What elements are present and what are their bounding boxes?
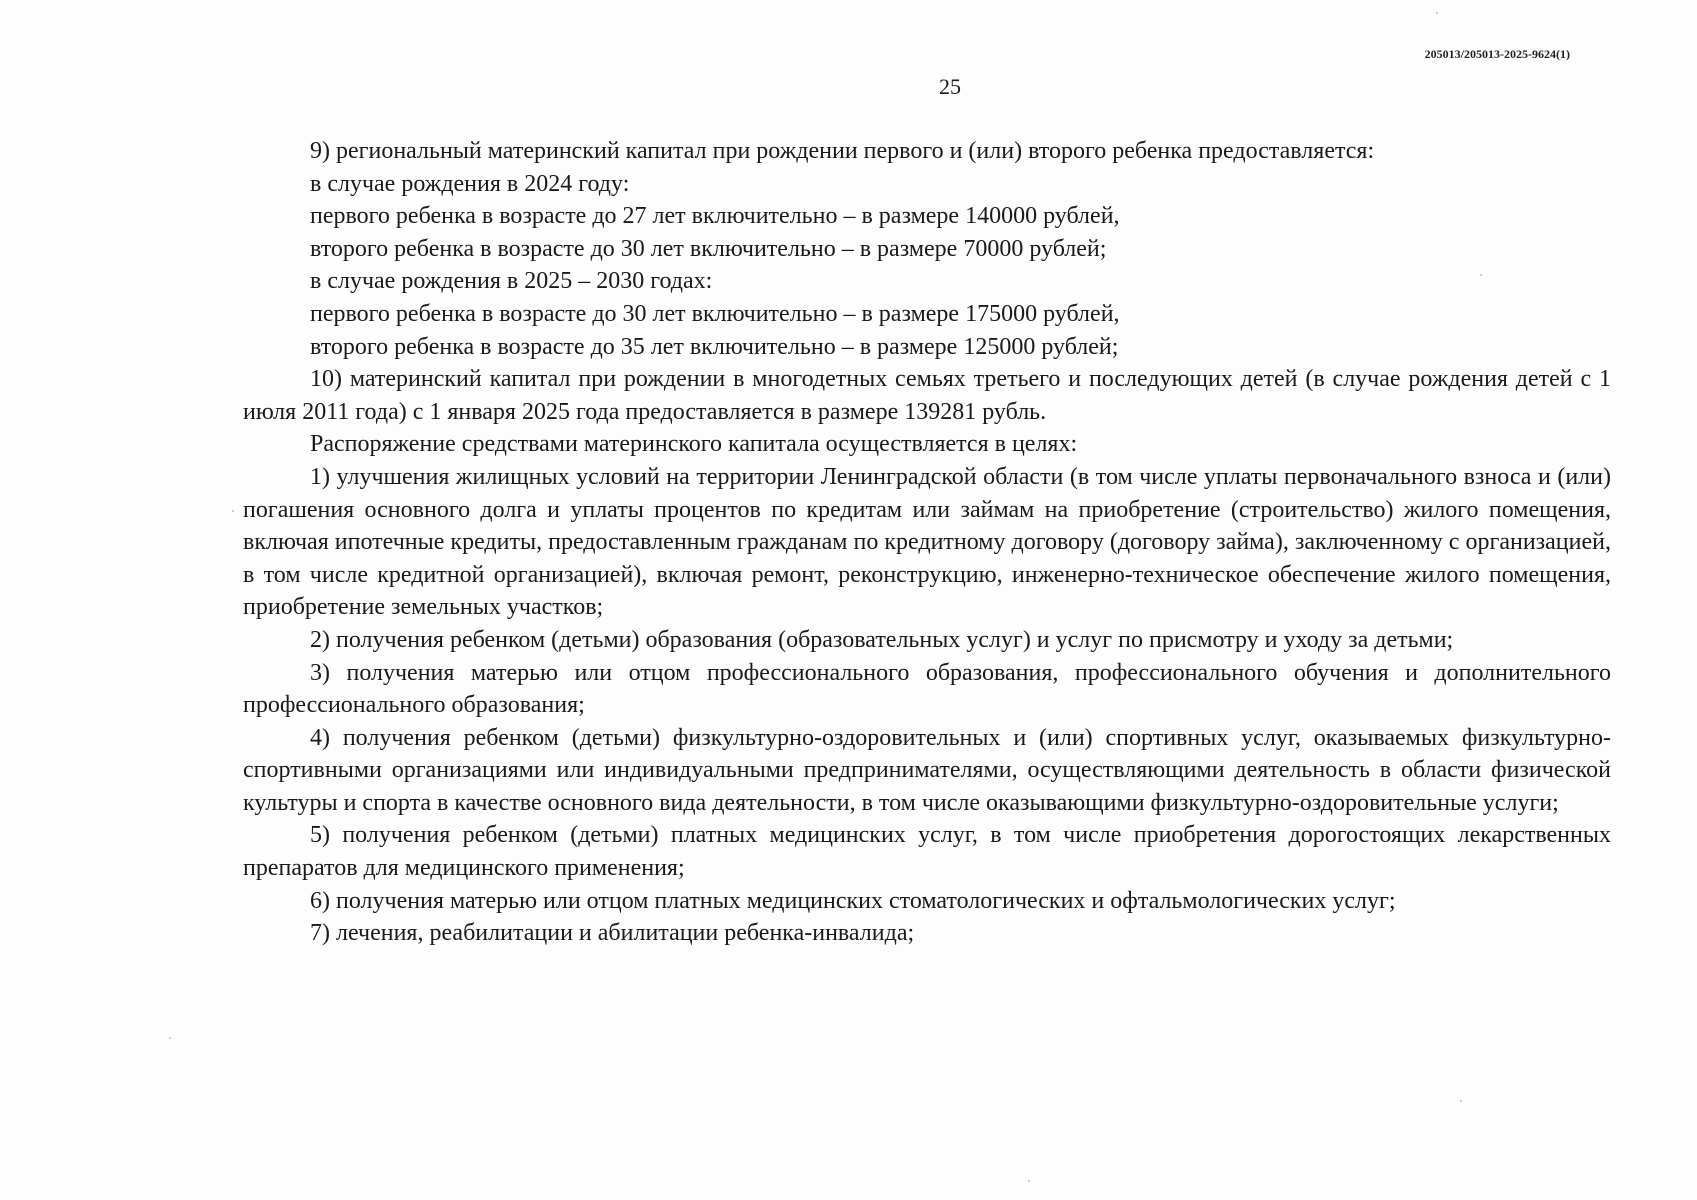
paragraph-item-10: 10) материнский капитал при рождении в многодетных семьях третьего и последующих детей (в случае рождения детей с 1 июля 2011 года) с 1 января 2025 года предоставляется в размере 139281 рубль. bbox=[243, 366, 1611, 425]
paragraph-birth-2025-2030: в случае рождения в 2025 – 2030 годах: bbox=[310, 268, 713, 295]
paragraph-second-child-2024: второго ребенка в возрасте до 30 лет включительно – в размере 70000 рублей; bbox=[310, 235, 1107, 262]
scan-speck bbox=[232, 510, 234, 512]
scan-speck bbox=[169, 1037, 171, 1039]
document-body bbox=[243, 135, 1611, 950]
paragraph-second-child-2025: второго ребенка в возрасте до 35 лет включительно – в размере 125000 рублей; bbox=[310, 333, 1119, 360]
paragraph-purpose-4: 4) получения ребенком (детьми) физкультурно-оздоровительных и (или) спортивных услуг, оказываемых физкультурно-спортивными организациями или индивидуальными предпринимателями, осуществляющими деятельность в области физической культуры и спорта в качестве основного вида деятельности, в том числе оказывающими физкультурно-оздоровительные услуги; bbox=[243, 724, 1611, 816]
paragraph-item-9: 9) региональный материнский капитал при рождении первого и (или) второго ребенка предоставляется: bbox=[310, 138, 1375, 164]
paragraph-purpose-3: 3) получения матерью или отцом профессионального образования, профессионального обучения и дополнительного профессионального образования; bbox=[243, 659, 1611, 719]
scan-speck bbox=[1480, 274, 1482, 276]
paragraph-purpose-6: 6) получения матерью или отцом платных медицинских стоматологических и офтальмологических услуг; bbox=[310, 887, 1396, 914]
page-number: 25 bbox=[939, 74, 961, 99]
scan-speck bbox=[1460, 1100, 1462, 1102]
paragraph-first-child-2025: первого ребенка в возрасте до 30 лет включительно – в размере 175000 рублей, bbox=[310, 300, 1120, 327]
paragraph-first-child-2024: первого ребенка в возрасте до 27 лет включительно – в размере 140000 рублей, bbox=[310, 203, 1120, 230]
paragraph-purposes-intro: Распоряжение средствами материнского капитала осуществляется в целях: bbox=[310, 431, 1078, 458]
paragraph-purpose-1: 1) улучшения жилищных условий на территории Ленинградской области (в том числе уплаты первоначального взноса и (или) погашения основного долга и уплаты процентов по кредитам или займам на приобретение (строительство) жилого помещения, включая ипотечные кредиты, предоставленным гражданам по кредитному договору (договору займа), заключенному с организацией, в том числе кредитной организацией), включая ремонт, реконструкцию, инженерно-техническое обеспечение жилого помещения, приобретение земельных участков; bbox=[243, 463, 1611, 621]
document-registration-number: 205013/205013-2025-9624(1) bbox=[1424, 47, 1570, 61]
paragraph-birth-2024: в случае рождения в 2024 году: bbox=[310, 170, 630, 197]
paragraph-purpose-2: 2) получения ребенком (детьми) образования (образовательных услуг) и услуг по присмотру и уходу за детьми; bbox=[310, 626, 1454, 653]
scan-speck bbox=[1028, 1180, 1030, 1182]
paragraph-purpose-5: 5) получения ребенком (детьми) платных медицинских услуг, в том числе приобретения дорогостоящих лекарственных препаратов для медицинского применения; bbox=[243, 822, 1611, 882]
scan-speck bbox=[1436, 12, 1438, 14]
paragraph-purpose-7: 7) лечения, реабилитации и абилитации ребенка-инвалида; bbox=[310, 920, 915, 947]
